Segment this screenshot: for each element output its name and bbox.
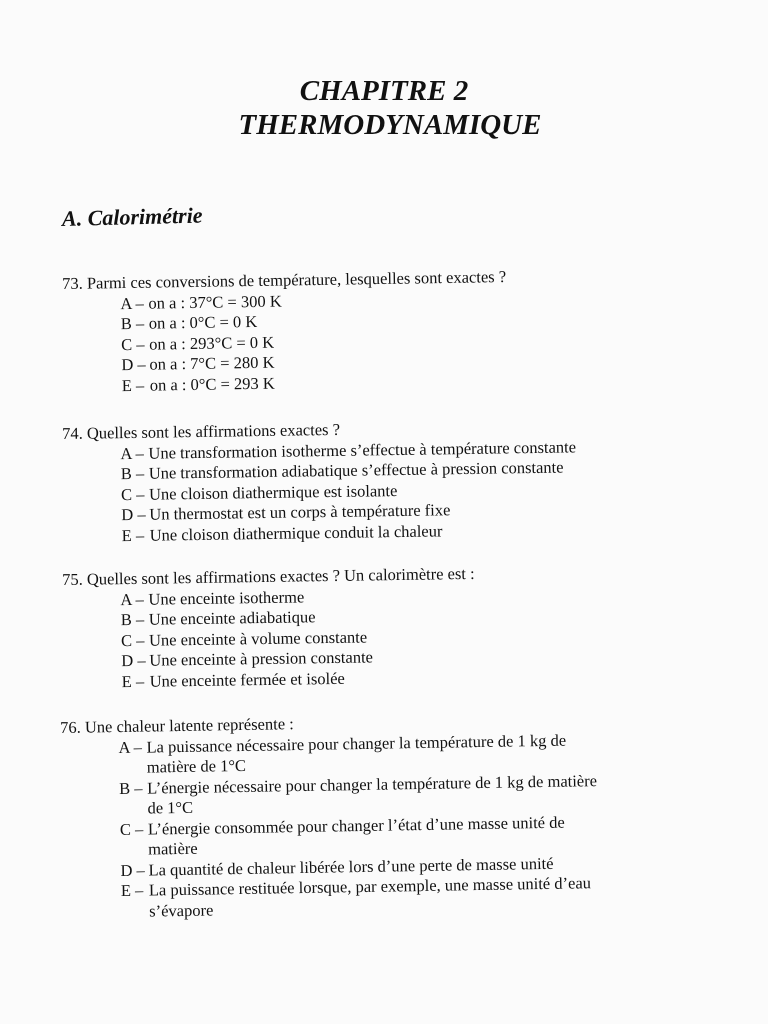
- answer-letter: E –: [121, 375, 145, 395]
- answer-letter: D –: [121, 354, 146, 375]
- question-75: [62, 564, 476, 693]
- answer-text: La quantité de chaleur libérée lors d’une perte de masse unité: [148, 853, 554, 880]
- chapter-title: THERMODYNAMIQUE: [238, 109, 542, 141]
- answer-text: on a : 7°C = 280 K: [149, 352, 275, 374]
- question-number: 74.: [62, 423, 83, 443]
- answer-text: Un thermostat est un corps à température fixe: [149, 500, 451, 524]
- answer-option: [122, 666, 477, 692]
- answer-letter: A –: [120, 443, 144, 463]
- question-number: 73.: [62, 273, 83, 293]
- answer-letter: B –: [120, 463, 145, 484]
- answer-list: [120, 288, 508, 397]
- answer-text: Une transformation isotherme s’effectue à température constante: [148, 436, 577, 463]
- answer-text: Une cloison diathermique est isolante: [148, 480, 398, 504]
- answer-text: Une enceinte isotherme: [148, 586, 305, 609]
- answer-letter: C –: [120, 334, 145, 354]
- chapter-number: CHAPITRE 2: [299, 75, 469, 107]
- answer-letter: B –: [119, 778, 143, 798]
- answer-text: Une enceinte adiabatique: [148, 607, 316, 629]
- answer-text: Une enceinte fermée et isolée: [149, 668, 345, 691]
- question-number: 75.: [62, 569, 83, 589]
- answer-text: on a : 37°C = 300 K: [148, 291, 282, 313]
- answer-letter: E –: [120, 880, 144, 901]
- answer-text: Une enceinte à volume constante: [148, 626, 368, 650]
- answer-text: Une enceinte à pression constante: [149, 647, 374, 670]
- answer-letter: B –: [120, 609, 145, 630]
- answer-text: on a : 0°C = 293 K: [149, 373, 275, 395]
- answer-text: Une cloison diathermique conduit la chaleur: [149, 520, 443, 545]
- question-text: Quelles sont les affirmations exactes ? Un calorimètre est :: [86, 563, 475, 589]
- answer-list: [120, 584, 476, 692]
- answer-letter: D –: [121, 650, 146, 671]
- answer-letter: E –: [121, 525, 145, 545]
- question-text: Parmi ces conversions de température, lesquelles sont exactes ?: [86, 267, 507, 293]
- answer-letter: E –: [121, 671, 145, 691]
- question-76: [60, 709, 599, 923]
- answer-letter: C –: [120, 484, 145, 504]
- question-text: Une chaleur latente représente :: [84, 714, 294, 737]
- answer-letter: A –: [120, 589, 144, 609]
- answer-text: L’énergie nécessaire pour changer la température de 1 kg de matière de 1°C: [147, 770, 598, 818]
- answer-text: La puissance nécessaire pour changer la température de 1 kg de matière de 1°C: [146, 730, 567, 777]
- answer-text: on a : 293°C = 0 K: [148, 332, 275, 354]
- answer-text: Une transformation adiabatique s’effectue à pression constante: [148, 457, 564, 483]
- question-73: [62, 267, 508, 397]
- chapter-header: [0, 74, 768, 142]
- answer-letter: C –: [119, 819, 144, 839]
- section-title: A. Calorimétrie: [61, 202, 203, 231]
- answer-list: [118, 730, 599, 922]
- answer-option: [121, 873, 600, 922]
- question-text: Quelles sont les affirmations exactes ?: [86, 419, 341, 443]
- answer-letter: D –: [121, 504, 146, 525]
- question-74: [62, 416, 577, 547]
- answer-letter: A –: [118, 737, 143, 757]
- question-number: 76.: [60, 717, 81, 737]
- answer-text: L’énergie consommée pour changer l’état d’une masse unité de matière: [147, 812, 565, 859]
- answer-text: on a : 0°C = 0 K: [148, 311, 258, 333]
- answer-text: La puissance restituée lorsque, par exemple, une masse unité d’eau s’évapore: [148, 873, 592, 921]
- answer-letter: D –: [120, 860, 145, 880]
- answer-list: [120, 437, 577, 546]
- answer-letter: B –: [120, 313, 145, 334]
- answer-letter: C –: [120, 630, 145, 650]
- answer-letter: A –: [120, 293, 145, 313]
